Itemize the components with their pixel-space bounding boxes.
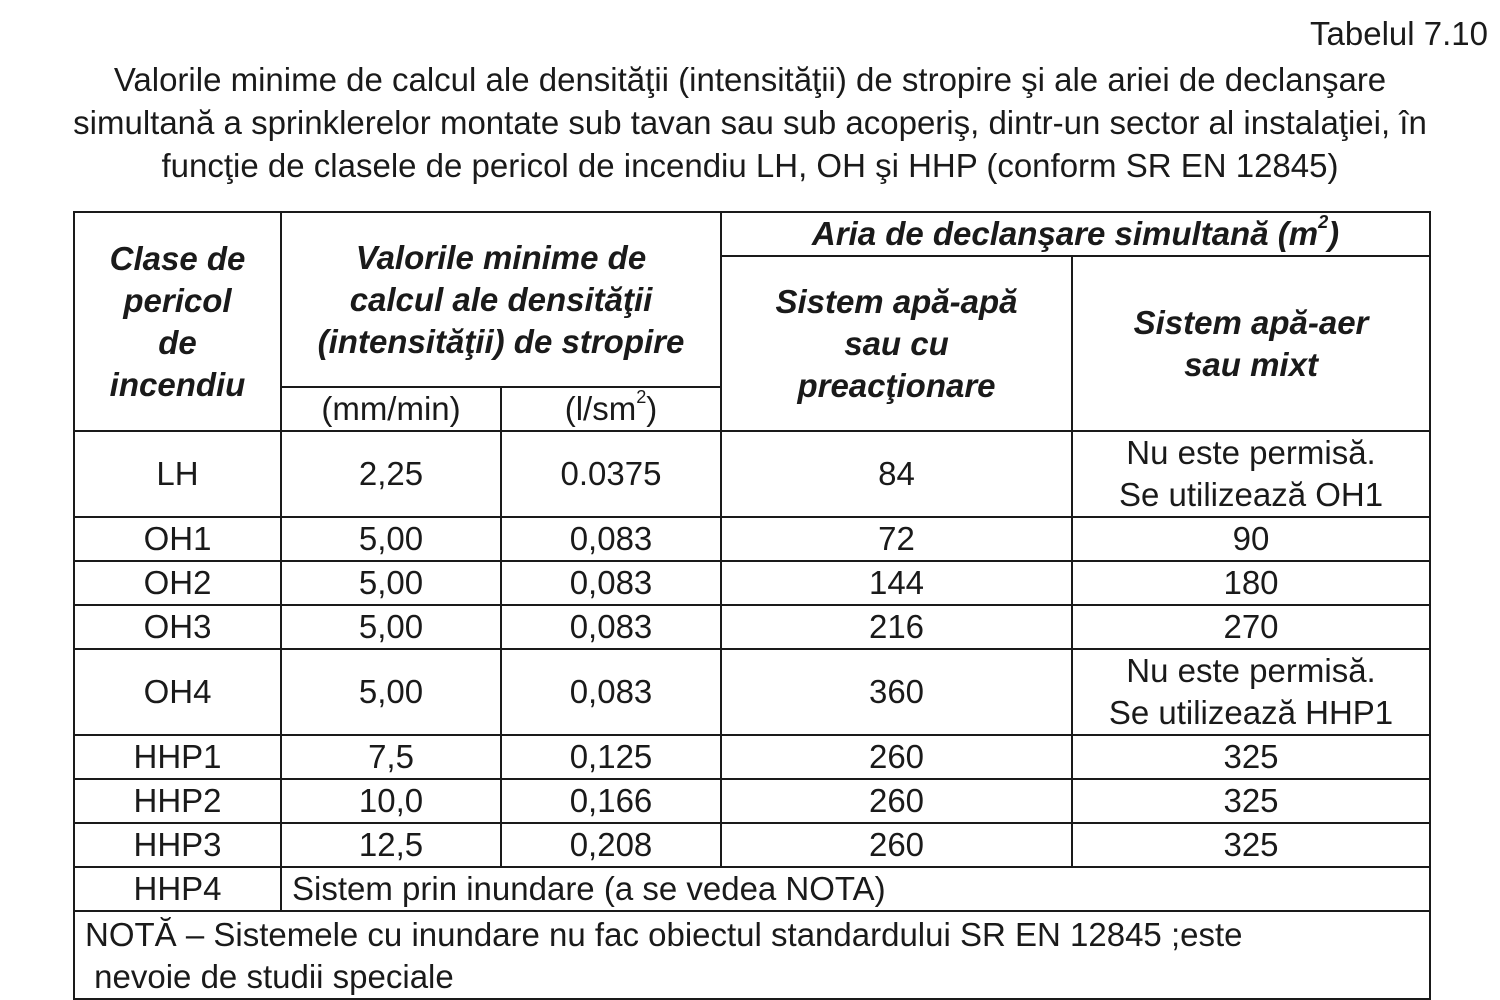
cell-density-l-sm2: 0,166	[501, 779, 721, 823]
cell-area-water-system: 144	[721, 561, 1072, 605]
cell-density-mm-min: 5,00	[281, 561, 501, 605]
caption-line: simultană a sprinklerelor montate sub tavan sau sub acoperiş, dintr-un sector al instalaţiei, în	[73, 104, 1427, 141]
cell-area-water-system: 260	[721, 735, 1072, 779]
cell-area-water-system: 84	[721, 431, 1072, 517]
cell-density-mm-min: 5,00	[281, 649, 501, 735]
cell-density-l-sm2: 0.0375	[501, 431, 721, 517]
table-row	[74, 735, 1430, 779]
cell-hazard-class: OH1	[74, 517, 281, 561]
table-row	[74, 517, 1430, 561]
table-row	[74, 649, 1430, 735]
header-line: Clase de	[109, 239, 246, 277]
cell-area-water-system: 216	[721, 605, 1072, 649]
cell-area-air-system	[1072, 517, 1430, 561]
cell-area-water-system: 260	[721, 779, 1072, 823]
cell-line: 180	[1223, 564, 1279, 601]
table-row	[74, 779, 1430, 823]
table-row	[74, 867, 1430, 911]
cell-line: 325	[1223, 826, 1279, 863]
header-line: (intensităţii) de stropire	[317, 322, 685, 360]
table-caption	[0, 58, 1500, 187]
header-line: Sistem apă-aer	[1133, 303, 1369, 341]
cell-hazard-class: HHP2	[74, 779, 281, 823]
table-note	[74, 911, 1430, 999]
cell-hazard-class: HHP1	[74, 735, 281, 779]
header-line: sau mixt	[1184, 345, 1318, 383]
caption-line: funcţie de clasele de pericol de incendiu LH, OH şi HHP (conform SR EN 12845)	[161, 147, 1339, 184]
cell-hazard-class: OH3	[74, 605, 281, 649]
cell-line: 325	[1223, 782, 1279, 819]
note-line: NOTĂ – Sistemele cu inundare nu fac obiectul standardului SR EN 12845 ;este	[85, 916, 1243, 953]
table-row	[74, 605, 1430, 649]
header-hazard-class	[74, 212, 281, 431]
table-row	[74, 431, 1430, 517]
cell-line: Nu este permisă.	[1126, 652, 1376, 689]
cell-line: 270	[1223, 608, 1279, 645]
header-density	[281, 212, 721, 387]
note-row	[74, 911, 1430, 999]
header-line: Sistem apă-apă	[775, 282, 1018, 320]
unit-mm-min: (mm/min)	[281, 387, 501, 431]
cell-density-mm-min: 10,0	[281, 779, 501, 823]
cell-hazard-class: HHP4	[74, 867, 281, 911]
cell-hazard-class: LH	[74, 431, 281, 517]
cell-flood-system-note: Sistem prin inundare (a se vedea NOTA)	[281, 867, 1430, 911]
header-line: Valorile minime de	[355, 238, 647, 276]
unit-l-sm2: $(l/sm^2)$	[501, 387, 721, 431]
cell-hazard-class: OH4	[74, 649, 281, 735]
cell-density-l-sm2: 0,083	[501, 561, 721, 605]
header-line: sau cu	[844, 324, 949, 362]
header-area-text: Aria de declanşare simultană $(m^2)$	[811, 212, 1340, 252]
cell-line: 325	[1223, 738, 1279, 775]
cell-area-air-system	[1072, 779, 1430, 823]
cell-density-l-sm2: 0,083	[501, 649, 721, 735]
caption-line: Valorile minime de calcul ale densităţii (intensităţii) de stropire şi ale ariei de declanşare	[113, 61, 1387, 98]
cell-line: 90	[1232, 520, 1270, 557]
table-number: Tabelul 7.10	[1310, 15, 1488, 52]
cell-line: Se utilizează OH1	[1118, 476, 1384, 513]
cell-area-water-system: 72	[721, 517, 1072, 561]
cell-density-l-sm2: 0,083	[501, 605, 721, 649]
cell-area-air-system	[1072, 431, 1430, 517]
cell-hazard-class: OH2	[74, 561, 281, 605]
header-line: incendiu	[109, 365, 246, 403]
cell-density-mm-min: 7,5	[281, 735, 501, 779]
cell-density-mm-min: 2,25	[281, 431, 501, 517]
cell-area-air-system	[1072, 605, 1430, 649]
cell-density-l-sm2: 0,083	[501, 517, 721, 561]
cell-line: Nu este permisă.	[1126, 434, 1376, 471]
cell-density-mm-min: 12,5	[281, 823, 501, 867]
header-air-system	[1072, 256, 1430, 431]
cell-area-air-system	[1072, 649, 1430, 735]
table-row	[74, 561, 1430, 605]
header-line: pericol	[123, 281, 232, 319]
sprinkler-table	[73, 211, 1431, 1000]
cell-line: Se utilizează HHP1	[1108, 694, 1394, 731]
header-area-group	[721, 212, 1430, 256]
header-line: de	[158, 323, 197, 361]
header-water-system	[721, 256, 1072, 431]
cell-density-l-sm2: 0,208	[501, 823, 721, 867]
cell-density-l-sm2: 0,125	[501, 735, 721, 779]
table-row	[74, 823, 1430, 867]
note-line: nevoie de studii speciale	[85, 958, 454, 995]
cell-area-air-system	[1072, 823, 1430, 867]
header-line: calcul ale densităţii	[349, 280, 653, 318]
cell-area-air-system	[1072, 561, 1430, 605]
cell-area-air-system	[1072, 735, 1430, 779]
cell-density-mm-min: 5,00	[281, 517, 501, 561]
cell-density-mm-min: 5,00	[281, 605, 501, 649]
cell-area-water-system: 260	[721, 823, 1072, 867]
cell-area-water-system: 360	[721, 649, 1072, 735]
header-line: preacţionare	[797, 366, 996, 404]
cell-hazard-class: HHP3	[74, 823, 281, 867]
